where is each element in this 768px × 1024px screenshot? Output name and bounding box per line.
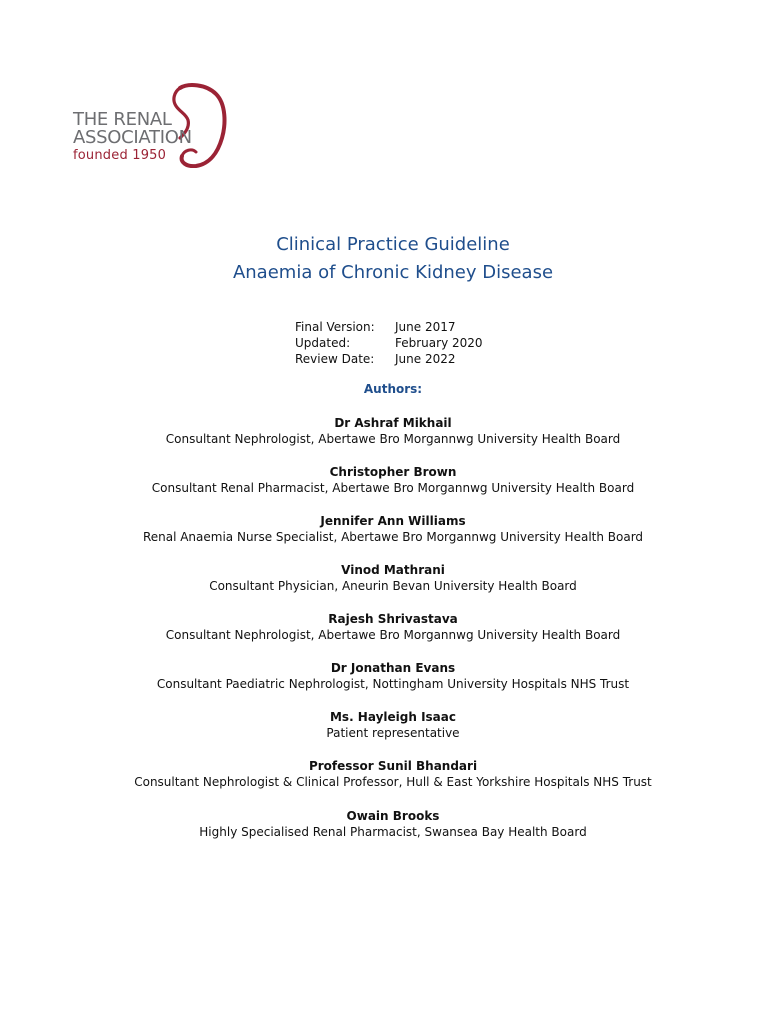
author-role: Patient representative <box>326 726 460 740</box>
author-entry <box>0 758 768 790</box>
kidney-swirl-icon <box>166 82 230 168</box>
version-row-final <box>295 319 483 335</box>
version-value: February 2020 <box>395 336 483 350</box>
author-role: Consultant Nephrologist, Abertawe Bro Morgannwg University Health Board <box>165 628 621 642</box>
document-title: Clinical Practice Guideline <box>276 234 510 255</box>
author-entry <box>0 464 768 496</box>
author-entry <box>0 611 768 643</box>
author-name: Dr Ashraf Mikhail <box>334 416 452 430</box>
version-row-updated <box>295 335 483 351</box>
author-role: Highly Specialised Renal Pharmacist, Swansea Bay Health Board <box>199 825 587 839</box>
author-entry <box>0 660 768 692</box>
version-label: Final Version: <box>295 320 375 334</box>
author-entry <box>0 808 768 840</box>
author-entry <box>0 415 768 447</box>
version-label: Review Date: <box>295 352 375 366</box>
authors-heading: Authors: <box>363 382 423 396</box>
author-name: Dr Jonathan Evans <box>330 661 456 675</box>
author-role: Consultant Nephrologist, Abertawe Bro Morgannwg University Health Board <box>165 432 621 446</box>
author-name: Rajesh Shrivastava <box>328 612 458 626</box>
logo-text-line1: THE RENAL <box>73 109 172 130</box>
author-role: Consultant Physician, Aneurin Bevan University Health Board <box>209 579 577 593</box>
version-row-review <box>295 351 483 367</box>
logo-founded-text: founded 1950 <box>73 148 167 163</box>
author-role: Consultant Renal Pharmacist, Abertawe Bro Morgannwg University Health Board <box>151 481 635 495</box>
logo-text-line2: ASSOCIATION <box>73 127 192 148</box>
author-name: Owain Brooks <box>346 809 440 823</box>
author-role: Renal Anaemia Nurse Specialist, Abertawe Bro Morgannwg University Health Board <box>142 530 644 544</box>
version-label: Updated: <box>295 336 351 350</box>
author-entry <box>0 709 768 741</box>
author-name: Ms. Hayleigh Isaac <box>329 710 456 724</box>
author-role: Consultant Nephrologist & Clinical Professor, Hull & East Yorkshire Hospitals NHS Trust <box>134 775 652 789</box>
author-name: Vinod Mathrani <box>341 563 445 577</box>
document-subtitle: Anaemia of Chronic Kidney Disease <box>232 262 554 283</box>
author-name: Jennifer Ann Williams <box>320 514 466 528</box>
author-role: Consultant Paediatric Nephrologist, Nottingham University Hospitals NHS Trust <box>156 677 630 691</box>
version-info <box>295 319 483 367</box>
author-entry <box>0 562 768 594</box>
renal-association-logo <box>70 80 240 170</box>
author-name: Christopher Brown <box>329 465 457 479</box>
author-name: Professor Sunil Bhandari <box>308 759 478 773</box>
version-value: June 2017 <box>395 320 456 334</box>
version-value: June 2022 <box>395 352 456 366</box>
author-entry <box>0 513 768 545</box>
